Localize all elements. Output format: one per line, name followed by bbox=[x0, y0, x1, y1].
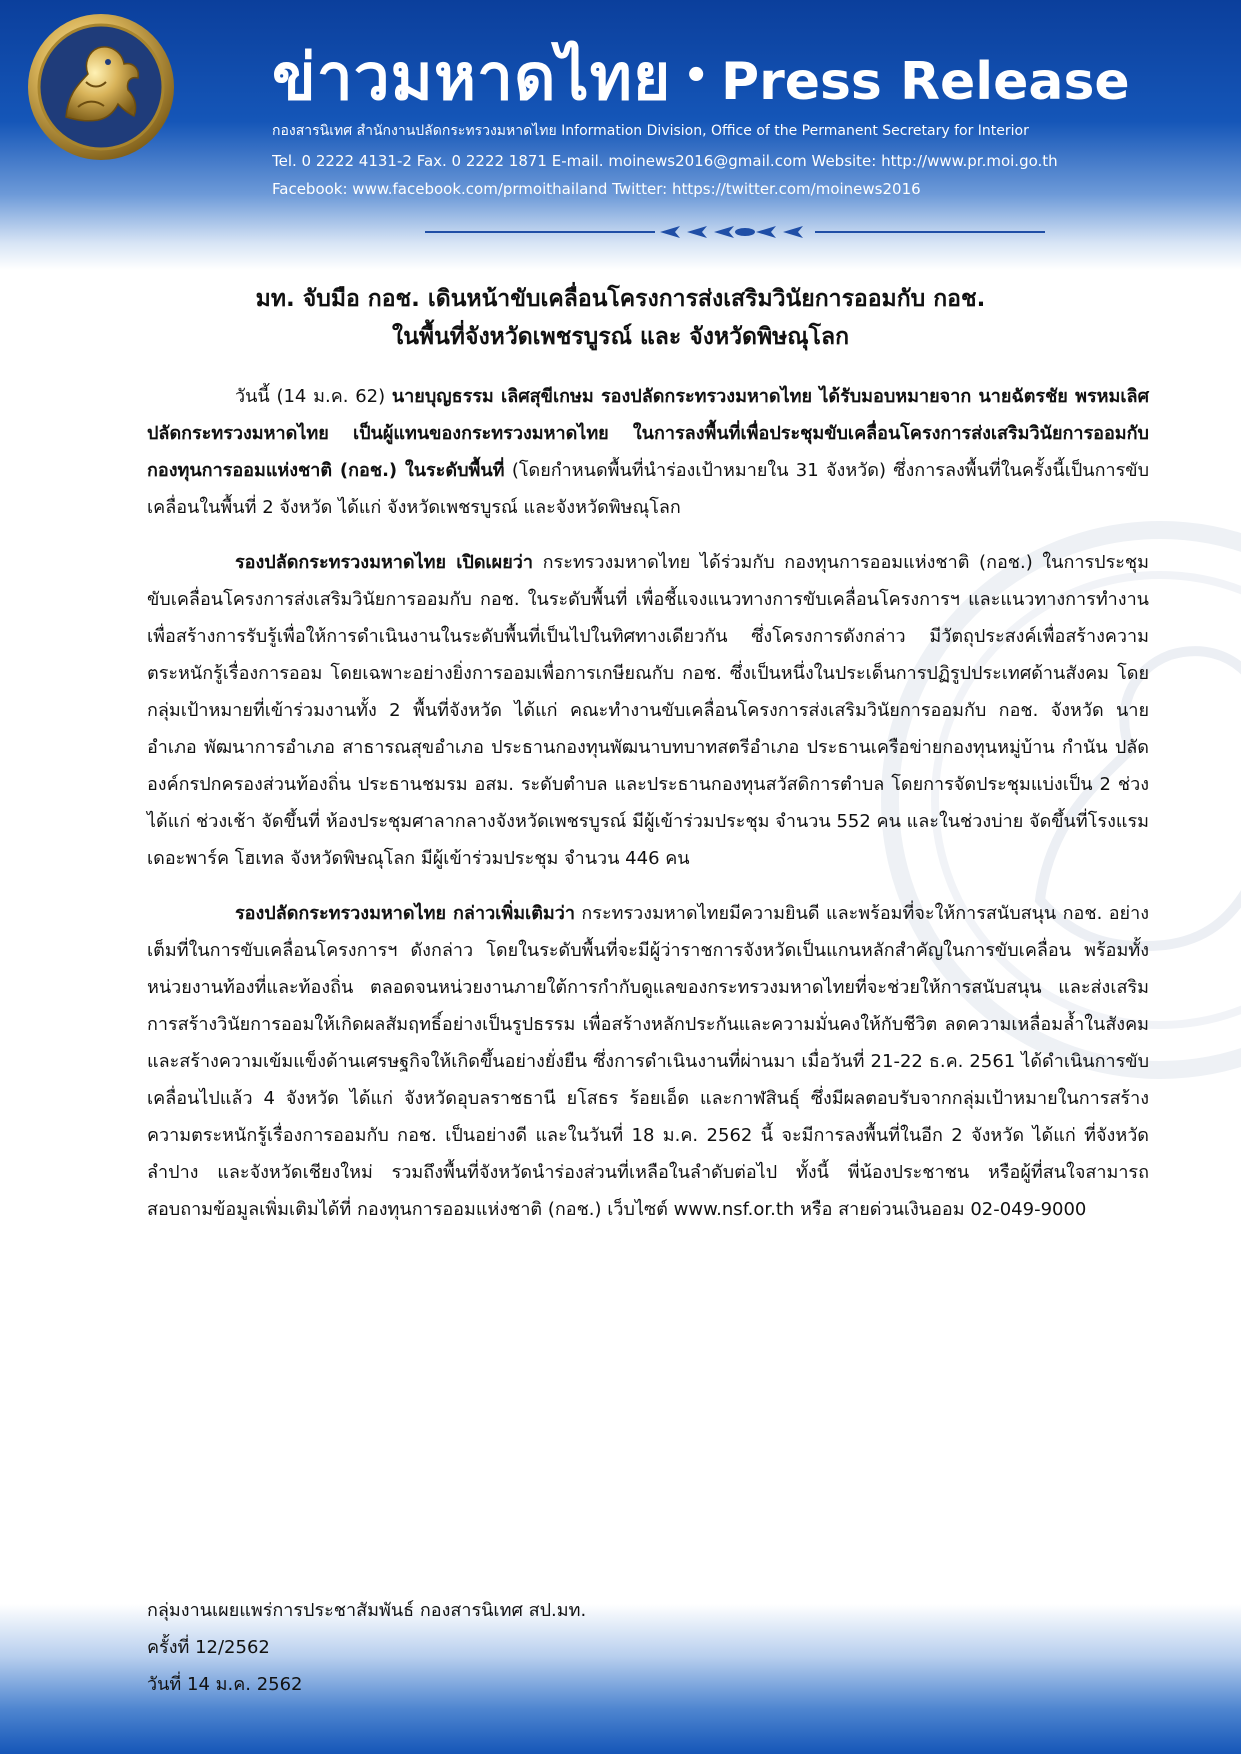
paragraph-2 bbox=[147, 544, 1149, 877]
article-body bbox=[147, 378, 1149, 1246]
headline-line-2: ในพื้นที่จังหวัดเพชรบูรณ์ และ จังหวัดพิษณุโลก bbox=[391, 324, 850, 350]
paragraph-1-text: (โดยกำหนดพื้นที่นำร่องเป้าหมายใน 31 จังหวัด) ซึ่งการลงพื้นที่ในครั้งนี้เป็นการขับเคลื่อนในพื้นที่ 2 จังหวัด ได้แก่ จังหวัดเพชรบูรณ์ และจังหวัดพิษณุโลก bbox=[147, 460, 1150, 518]
headline-line-1: มท. จับมือ กอช. เดินหน้าขับเคลื่อนโครงการส่งเสริมวินัยการออมกับ กอช. bbox=[255, 286, 986, 312]
press-footer bbox=[147, 1592, 1047, 1703]
paragraph-3 bbox=[147, 895, 1149, 1228]
footer-department: กลุ่มงานเผยแพร่การประชาสัมพันธ์ กองสารนิเทศ สป.มท. bbox=[147, 1600, 587, 1621]
paragraph-2-bold: รองปลัดกระทรวงมหาดไทย เปิดเผยว่า bbox=[235, 552, 533, 573]
ornament-divider-icon bbox=[425, 224, 1045, 240]
footer-date: วันที่ 14 ม.ค. 2562 bbox=[147, 1674, 303, 1695]
masthead-title-th: ข่าวมหาดไทย bbox=[272, 41, 672, 115]
header-org-line: กองสารนิเทศ สำนักงานปลัดกระทรวงมหาดไทย Information Division, Office of the Permanent Secretary for Interior bbox=[272, 123, 1029, 139]
masthead-title-en: Press Release bbox=[720, 52, 1130, 112]
paragraph-1-bold: นายบุญธรรม เลิศสุขีเกษม รองปลัดกระทรวงมหาดไทย ได้รับมอบหมายจาก นายฉัตรชัย พรหมเลิศ ปลัดกระทรวงมหาดไทย เป็นผู้แทนของกระทรวงมหาดไทย ในการลงพื้นที่เพื่อประชุมขับเคลื่อนโครงการส่งเสริมวินัยการออมกับกองทุนการออมแห่งชาติ (กอช.) ในระดับพื้นที่ bbox=[147, 386, 1149, 481]
masthead-separator: • bbox=[683, 53, 709, 99]
paragraph-1 bbox=[147, 378, 1149, 526]
paragraph-1-lead: วันนี้ (14 ม.ค. 62) bbox=[235, 386, 392, 407]
footer-issue-number: ครั้งที่ 12/2562 bbox=[147, 1637, 270, 1658]
paragraph-3-text: กระทรวงมหาดไทยมีความยินดี และพร้อมที่จะให้การสนับสนุน กอช. อย่างเต็มที่ในการขับเคลื่อนโครงการฯ ดังกล่าว โดยในระดับพื้นที่จะมีผู้ว่าราชการจังหวัดเป็นแกนหลักสำคัญในการขับเคลื่อน พร้อมทั้งหน่วยงานท้องที่และท้องถิ่น ตลอดจนหน่วยงานภายใต้การกำกับดูแลของกระทรวงมหาดไทยที่จะช่วยให้การสนับสนุน และส่งเสริมการสร้างวินัยการออมให้เกิดผลสัมฤทธิ์อย่างเป็นรูปธรรม เพื่อสร้างหลักประกันและความมั่นคงให้กับชีวิต ลดความเหลื่อมล้ำในสังคม และสร้างความเข้มแข็งด้านเศรษฐกิจให้เกิดขึ้นอย่างยั่งยืน ซึ่งการดำเนินงานที่ผ่านมา เมื่อวันที่ 21-22 ธ.ค. 2561 ได้ดำเนินการขับเคลื่อนไปแล้ว 4 จังหวัด ได้แก่ จังหวัดอุบลราชธานี ยโสธร ร้อยเอ็ด และกาฬสินธุ์ ซึ่งมีผลตอบรับจากกลุ่มเป้าหมายในการสร้างความตระหนักรู้เรื่องการออมกับ กอช. เป็นอย่างดี และในวันที่ 18 ม.ค. 2562 นี้ จะมีการลงพื้นที่ในอีก 2 จังหวัด ได้แก่ ที่จังหวัดลำปาง และจังหวัดเชียงใหม่ รวมถึงพื้นที่จังหวัดนำร่องส่วนที่เหลือในลำดับต่อไป ทั้งนี้ พี่น้องประชาชน หรือผู้ที่สนใจสามารถสอบถามข้อมูลเพิ่มเติมได้ที่ กองทุนการออมแห่งชาติ (กอช.) เว็บไซต์ www.nsf.or.th หรือ สายด่วนเงินออม 02-049-9000 bbox=[147, 903, 1149, 1220]
header-social-line: Facebook: www.facebook.com/prmoithailand Twitter: https://twitter.com/moinews2016 bbox=[272, 180, 921, 198]
headline bbox=[60, 280, 1181, 356]
ministry-seal-icon bbox=[26, 12, 176, 162]
masthead bbox=[272, 26, 1212, 116]
header-contact-line: Tel. 0 2222 4131-2 Fax. 0 2222 1871 E-mail. moinews2016@gmail.com Website: http://www.pr.moi.go.th bbox=[272, 152, 1058, 170]
paragraph-3-bold: รองปลัดกระทรวงมหาดไทย กล่าวเพิ่มเติมว่า bbox=[235, 903, 575, 924]
paragraph-2-text: กระทรวงมหาดไทย ได้ร่วมกับ กองทุนการออมแห่งชาติ (กอช.) ในการประชุมขับเคลื่อนโครงการส่งเสริมวินัยการออมกับ กอช. ในระดับพื้นที่ เพื่อชี้แจงแนวทางการขับเคลื่อนโครงการฯ และแนวทางการทำงาน เพื่อสร้างการรับรู้เพื่อให้การดำเนินงานในระดับพื้นที่เป็นไปในทิศทางเดียวกัน ซึ่งโครงการดังกล่าว มีวัตถุประสงค์เพื่อสร้างความตระหนักรู้เรื่องการออม โดยเฉพาะอย่างยิ่งการออมเพื่อการเกษียณกับ กอช. ซึ่งเป็นหนึ่งในประเด็นการปฏิรูปประเทศด้านสังคม โดยกลุ่มเป้าหมายที่เข้าร่วมงานทั้ง 2 พื้นที่จังหวัด ได้แก่ คณะทำงานขับเคลื่อนโครงการส่งเสริมวินัยการออมกับ กอช. จังหวัด นายอำเภอ พัฒนาการอำเภอ สาธารณสุขอำเภอ ประธานกองทุนพัฒนาบทบาทสตรีอำเภอ ประธานเครือข่ายกองทุนหมู่บ้าน กำนัน ปลัดองค์กรปกครองส่วนท้องถิ่น ประธานชมรม อสม. ระดับตำบล และประธานกองทุนสวัสดิการตำบล โดยการจัดประชุมแบ่งเป็น 2 ช่วง ได้แก่ ช่วงเช้า จัดขึ้นที่ ห้องประชุมศาลากลางจังหวัดเพชรบูรณ์ มีผู้เข้าร่วมประชุม จำนวน 552 คน และในช่วงบ่าย จัดขึ้นที่โรงแรมเดอะพาร์ค โฮเทล จังหวัดพิษณุโลก มีผู้เข้าร่วมประชุม จำนวน 446 คน bbox=[147, 552, 1149, 869]
